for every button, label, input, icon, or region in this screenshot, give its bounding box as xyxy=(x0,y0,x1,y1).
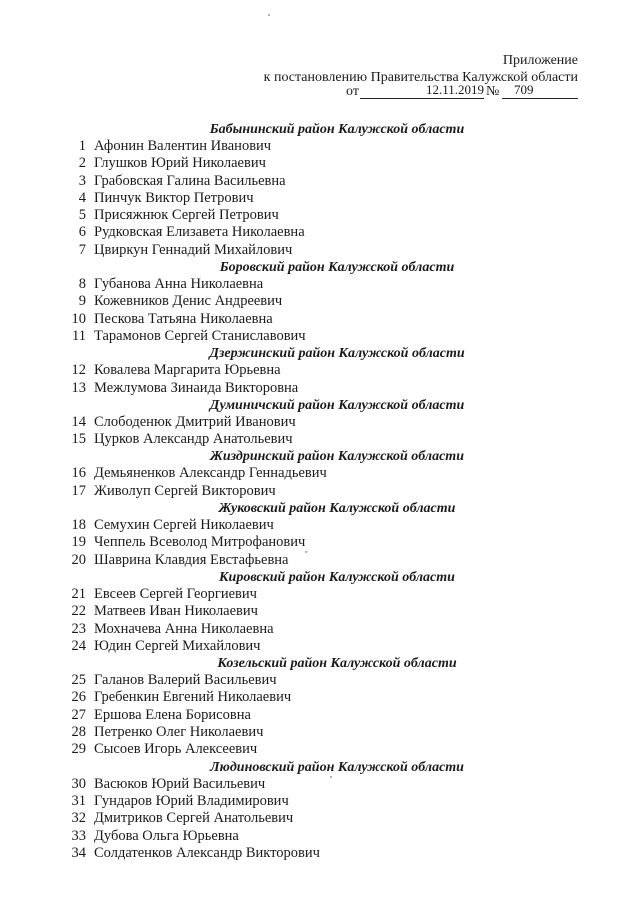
list-item xyxy=(62,380,582,397)
item-number: 6 xyxy=(78,224,86,241)
number-underline xyxy=(502,84,578,99)
person-name: Тарамонов Сергей Станиславович xyxy=(94,327,306,344)
item-number: 10 xyxy=(71,310,86,327)
person-name: Семухин Сергей Николаевич xyxy=(94,517,274,534)
person-name: Демьяненков Александр Геннадьевич xyxy=(94,465,327,482)
person-name: Юдин Сергей Михайлович xyxy=(94,637,261,654)
list-item xyxy=(62,431,582,448)
person-name: Матвеев Иван Николаевич xyxy=(94,603,258,620)
item-number: 17 xyxy=(71,482,86,499)
person-name: Афонин Валентин Иванович xyxy=(94,138,272,154)
list-item xyxy=(62,603,582,620)
list-item xyxy=(62,810,582,827)
district-heading: Думиничский район Калужской области xyxy=(209,397,465,413)
list-item xyxy=(62,845,582,862)
list-item xyxy=(62,483,582,500)
district-heading: Бабынинский район Калужской области xyxy=(209,122,465,137)
item-number: 22 xyxy=(71,603,86,620)
date-number-line xyxy=(346,84,586,101)
person-name: Мохначева Анна Николаевна xyxy=(94,620,274,637)
item-number: 34 xyxy=(71,844,86,861)
resolution-date: 12.11.2019 xyxy=(425,82,484,97)
district-heading: Боровский район Калужской области xyxy=(219,260,455,276)
district-heading: Кировский район Калужской области xyxy=(219,569,455,585)
item-number: 8 xyxy=(78,276,86,293)
person-name: Солдатенков Александр Викторович xyxy=(94,844,320,861)
list-item xyxy=(62,414,582,431)
item-number: 23 xyxy=(71,620,86,637)
scan-speck xyxy=(305,551,307,553)
item-number: 9 xyxy=(78,293,86,310)
item-number: 11 xyxy=(72,327,86,344)
item-number: 32 xyxy=(71,810,86,827)
list-item xyxy=(62,776,582,793)
item-number: 16 xyxy=(71,465,86,482)
person-name: Присяжнюк Сергей Петрович xyxy=(94,207,279,224)
list-item xyxy=(62,689,582,706)
person-name: Губанова Анна Николаевна xyxy=(94,276,264,293)
list-item xyxy=(62,328,582,345)
district-heading: Козельский район Калужской области xyxy=(217,656,457,672)
item-number: 33 xyxy=(71,827,86,844)
appendix-label: Приложение xyxy=(502,53,578,68)
person-name: Петренко Олег Николаевич xyxy=(94,724,264,741)
person-name: Глушков Юрий Николаевич xyxy=(94,155,266,172)
person-name: Сысоев Игорь Алексеевич xyxy=(94,741,258,758)
item-number: 31 xyxy=(71,792,86,809)
item-number: 4 xyxy=(78,189,86,206)
list-item xyxy=(62,173,582,190)
district-heading: Людиновский район Калужской области xyxy=(210,759,464,775)
person-name: Шаврина Клавдия Евстафьевна xyxy=(94,551,289,568)
item-number: 24 xyxy=(71,637,86,654)
list-item xyxy=(62,793,582,810)
list-item xyxy=(62,190,582,207)
date-underline xyxy=(360,84,484,99)
item-number: 12 xyxy=(71,362,86,379)
person-name: Ковалева Маргарита Юрьевна xyxy=(94,362,281,379)
item-number: 20 xyxy=(71,551,86,568)
list-item xyxy=(62,741,582,758)
number-sign: № xyxy=(486,84,500,99)
item-number: 28 xyxy=(71,724,86,741)
list-item xyxy=(62,552,582,569)
person-name: Пескова Татьяна Николаевна xyxy=(94,310,273,327)
item-number: 26 xyxy=(71,689,86,706)
person-name: Межлумова Зинаида Викторовна xyxy=(94,379,299,396)
resolution-reference: к постановлению Правительства Калужской области xyxy=(263,70,578,85)
scan-speck xyxy=(268,14,270,16)
list-item xyxy=(62,465,582,482)
list-item xyxy=(62,828,582,845)
person-name: Живолуп Сергей Викторович xyxy=(94,482,276,499)
list-item xyxy=(62,207,582,224)
person-name: Цурков Александр Анатольевич xyxy=(94,431,293,448)
scan-speck xyxy=(330,776,332,778)
list-item xyxy=(62,224,582,241)
item-number: 7 xyxy=(78,241,86,258)
person-name: Пинчук Виктор Петрович xyxy=(94,189,254,206)
item-number: 13 xyxy=(71,379,86,396)
item-number: 30 xyxy=(71,775,86,792)
person-name: Чеппель Всеволод Митрофанович xyxy=(94,534,306,551)
people-list xyxy=(62,121,582,862)
item-number: 14 xyxy=(71,413,86,430)
person-name: Цвиркун Геннадий Михайлович xyxy=(94,241,293,258)
list-item xyxy=(62,362,582,379)
person-name: Дмитриков Сергей Анатольевич xyxy=(94,810,294,827)
list-item xyxy=(62,534,582,551)
person-name: Гребенкин Евгений Николаевич xyxy=(94,689,292,706)
list-item xyxy=(62,276,582,293)
from-label: от xyxy=(346,84,359,99)
list-item xyxy=(62,155,582,172)
item-number: 15 xyxy=(71,431,86,448)
district-heading: Жиздринский район Калужской области xyxy=(210,449,464,465)
item-number: 1 xyxy=(78,138,86,154)
person-name: Дубова Ольга Юрьевна xyxy=(94,827,239,844)
person-name: Евсеев Сергей Георгиевич xyxy=(94,585,257,602)
item-number: 25 xyxy=(71,672,86,689)
person-name: Галанов Валерий Васильевич xyxy=(94,672,277,689)
list-item xyxy=(62,138,582,155)
person-name: Васюков Юрий Васильевич xyxy=(94,775,266,792)
person-name: Слободенюк Дмитрий Иванович xyxy=(94,413,296,430)
district-heading: Дзержинский район Калужской области xyxy=(209,346,465,362)
district-heading: Жуковский район Калужской области xyxy=(218,501,456,517)
person-name: Грабовская Галина Васильевна xyxy=(94,172,286,189)
item-number: 3 xyxy=(78,172,86,189)
person-name: Гундаров Юрий Владимирович xyxy=(94,792,289,809)
list-item xyxy=(62,621,582,638)
item-number: 5 xyxy=(78,207,86,224)
item-number: 29 xyxy=(71,741,86,758)
item-number: 19 xyxy=(71,534,86,551)
list-item xyxy=(62,638,582,655)
item-number: 21 xyxy=(71,585,86,602)
list-item xyxy=(62,293,582,310)
item-number: 27 xyxy=(71,706,86,723)
list-item xyxy=(62,517,582,534)
person-name: Ершова Елена Борисовна xyxy=(94,706,251,723)
list-item xyxy=(62,724,582,741)
list-item xyxy=(62,311,582,328)
resolution-number: 709 xyxy=(514,82,534,97)
item-number: 18 xyxy=(71,517,86,534)
list-item xyxy=(62,707,582,724)
list-item xyxy=(62,242,582,259)
list-item xyxy=(62,672,582,689)
item-number: 2 xyxy=(78,155,86,172)
person-name: Рудковская Елизавета Николаевна xyxy=(94,224,305,241)
person-name: Кожевников Денис Андреевич xyxy=(94,293,283,310)
list-item xyxy=(62,586,582,603)
